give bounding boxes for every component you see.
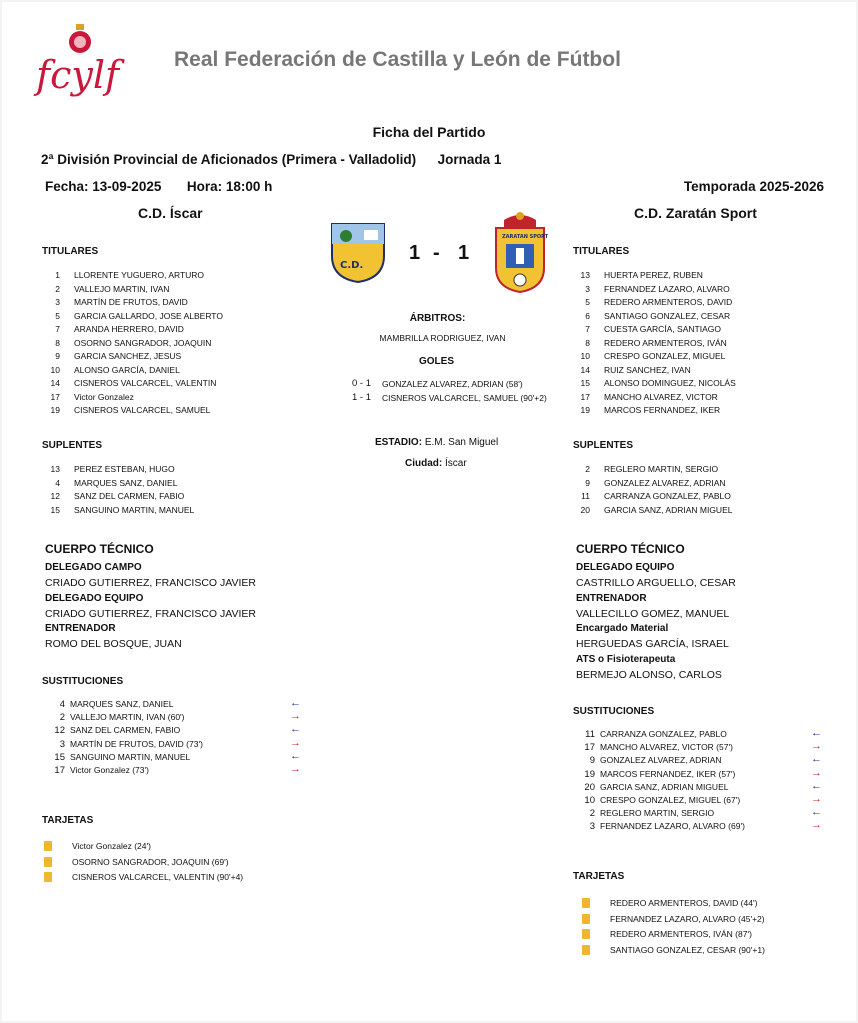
away-tarjetas-label: TARJETAS — [573, 871, 625, 882]
player-number: 12 — [50, 491, 60, 501]
division-line — [41, 152, 501, 167]
player-name: SANGUINO MARTIN, MANUEL — [74, 504, 195, 515]
player-number: 9 — [55, 351, 60, 361]
player-number: 15 — [580, 378, 590, 388]
player-number: 19 — [580, 405, 590, 415]
player-name: MARCOS FERNANDEZ, IKER — [604, 405, 721, 415]
ciudad-line — [405, 458, 467, 469]
card-player-name: Victor Gonzalez (24') — [72, 841, 151, 851]
player-number: 15 — [50, 504, 60, 515]
player-name: MARCOS FERNANDEZ, IKER (57') — [600, 768, 736, 779]
player-name: SANTIAGO GONZALEZ, CESAR — [604, 310, 731, 321]
home-cuerpo-label: CUERPO TÉCNICO — [45, 542, 154, 556]
player-number: 5 — [585, 297, 590, 307]
staff-name: HERGUEDAS GARCÍA, ISRAEL — [576, 638, 729, 650]
score-home: 1 — [409, 242, 421, 264]
player-number: 14 — [580, 364, 590, 375]
sub-out-arrow-icon: → — [811, 740, 822, 753]
player-number: 6 — [585, 310, 590, 321]
estadio-line — [375, 437, 498, 448]
player-name: Victor Gonzalez (73') — [70, 765, 149, 775]
home-suplentes-label: SUPLENTES — [42, 440, 103, 451]
staff-role: ATS o Fisioterapeuta — [576, 653, 676, 665]
staff-name: VALLECILLO GOMEZ, MANUEL — [576, 607, 730, 620]
player-number: 4 — [55, 477, 60, 488]
yellow-card-icon — [582, 929, 590, 939]
fecha-label: Fecha: — [45, 179, 89, 194]
sub-in-arrow-icon: ← — [290, 697, 301, 709]
home-team-crest — [330, 222, 386, 284]
player-name: ARANDA HERRERO, DAVID — [74, 324, 184, 334]
svg-text:C.D.: C.D. — [340, 260, 364, 271]
staff-name: CRIADO GUTIERREZ, FRANCISCO JAVIER — [45, 577, 256, 589]
player-name: CRESPO GONZALEZ, MIGUEL (67') — [600, 795, 741, 805]
player-number: 17 — [50, 391, 60, 402]
home-team-name: C.D. Íscar — [138, 205, 203, 221]
staff-name: BERMEJO ALONSO, CARLOS — [576, 668, 722, 681]
yellow-card-icon — [44, 841, 52, 851]
sub-in-arrow-icon: ← — [811, 753, 822, 766]
player-number: 2 — [589, 808, 595, 820]
player-number: 9 — [585, 477, 590, 488]
player-name: CARRANZA GONZALEZ, PABLO — [600, 729, 727, 739]
goal-scorer: CISNEROS VALCARCEL, SAMUEL (90'+2) — [382, 392, 547, 403]
player-number: 3 — [589, 821, 595, 833]
card-player-name: OSORNO SANGRADOR, JOAQUIN (69') — [72, 856, 229, 867]
away-sust-label: SUSTITUCIONES — [573, 706, 655, 717]
player-number: 10 — [50, 364, 60, 375]
player-name: CISNEROS VALCARCEL, VALENTIN — [74, 378, 217, 388]
temporada: Temporada 2025-2026 — [683, 179, 824, 194]
player-name: CARRANZA GONZALEZ, PABLO — [604, 491, 731, 501]
player-number: 1 — [55, 270, 60, 280]
player-name: REDERO ARMENTEROS, IVÁN — [604, 337, 727, 348]
estadio-label: ESTADIO: — [375, 437, 423, 448]
player-name: MARTÍN DE FRUTOS, DAVID — [74, 297, 188, 307]
player-number: 11 — [581, 491, 590, 501]
fecha-value: 13-09-2025 — [92, 179, 162, 194]
staff-role: DELEGADO CAMPO — [45, 562, 142, 573]
away-team-crest — [492, 210, 548, 296]
player-number: 19 — [584, 768, 595, 780]
away-titulares-label: TITULARES — [573, 246, 630, 257]
staff-name: CRIADO GUTIERREZ, FRANCISCO JAVIER — [45, 607, 256, 620]
player-number: 7 — [55, 324, 60, 334]
estadio-value: E.M. San Miguel — [424, 437, 499, 448]
home-sust-label: SUSTITUCIONES — [42, 676, 124, 687]
player-name: VALLEJO MARTIN, IVAN (60') — [70, 712, 185, 723]
player-name: Victor Gonzalez — [74, 391, 134, 402]
date-time-line — [45, 179, 272, 194]
staff-role: ENTRENADOR — [576, 592, 647, 604]
player-name: GARCIA SANZ, ADRIAN MIGUEL — [600, 781, 729, 792]
player-name: ALONSO DOMINGUEZ, NICOLÁS — [604, 378, 736, 388]
score-away: 1 — [458, 242, 470, 264]
document-title: Ficha del Partido — [372, 124, 486, 140]
ciudad-value: Íscar — [445, 458, 467, 469]
sub-in-arrow-icon: ← — [811, 806, 822, 819]
player-number: 19 — [50, 405, 60, 415]
player-name: FERNANDEZ LAZARO, ALVARO — [604, 283, 730, 294]
player-name: ALONSO GARCÍA, DANIEL — [74, 364, 180, 375]
svg-text:fcylf: fcylf — [36, 53, 120, 97]
away-suplentes-label: SUPLENTES — [573, 440, 634, 451]
player-name: GARCIA GALLARDO, JOSE ALBERTO — [74, 310, 223, 321]
hora-label: Hora: — [186, 179, 223, 194]
staff-name: CASTRILLO ARGUELLO, CESAR — [576, 577, 736, 589]
staff-role: Encargado Material — [576, 623, 669, 634]
player-number: 10 — [584, 795, 595, 806]
player-number: 8 — [585, 337, 590, 348]
yellow-card-icon — [582, 898, 590, 908]
player-name: SANZ DEL CARMEN, FABIO — [70, 725, 181, 736]
card-player-name: REDERO ARMENTEROS, IVÁN (87') — [610, 929, 752, 939]
player-name: CISNEROS VALCARCEL, SAMUEL — [74, 405, 211, 415]
sub-in-arrow-icon: ← — [290, 723, 301, 736]
player-name: GONZALEZ ALVAREZ, ADRIAN — [600, 755, 722, 766]
player-number: 13 — [50, 464, 60, 474]
hora-value: 18:00 h — [225, 179, 273, 194]
yellow-card-icon — [582, 945, 590, 955]
player-name: FERNANDEZ LAZARO, ALVARO (69') — [600, 821, 745, 832]
player-name: VALLEJO MARTIN, IVAN — [74, 283, 170, 294]
player-name: GARCIA SANZ, ADRIAN MIGUEL — [604, 504, 733, 515]
player-number: 3 — [585, 283, 590, 294]
player-number: 11 — [585, 729, 595, 740]
player-name: SANZ DEL CARMEN, FABIO — [74, 491, 185, 501]
player-number: 10 — [580, 351, 590, 361]
player-number: 2 — [585, 464, 590, 474]
player-number: 9 — [589, 755, 595, 767]
arbitros-label: ÁRBITROS: — [409, 313, 466, 324]
goal-score: 1 - 1 — [352, 391, 372, 403]
player-name: HUERTA PEREZ, RUBEN — [604, 270, 703, 280]
player-number: 17 — [54, 765, 65, 776]
player-number: 2 — [55, 283, 60, 294]
player-number: 3 — [59, 738, 65, 750]
sub-in-arrow-icon: ← — [811, 779, 822, 792]
division: 2ª División Provincial de Aficionados (Primera - Valladolid) — [41, 152, 417, 167]
goal-scorer: GONZALEZ ALVAREZ, ADRIAN (58') — [382, 379, 523, 389]
away-team-name: C.D. Zaratán Sport — [634, 205, 757, 221]
sub-out-arrow-icon: → — [811, 766, 822, 779]
player-name: MARTÍN DE FRUTOS, DAVID (73') — [70, 738, 203, 749]
player-number: 5 — [55, 310, 60, 321]
player-name: GARCIA SANCHEZ, JESUS — [74, 351, 182, 361]
match-sheet-page — [2, 2, 856, 1021]
staff-role: DELEGADO EQUIPO — [576, 562, 675, 573]
player-name: CRESPO GONZALEZ, MIGUEL — [604, 351, 726, 361]
home-tarjetas-label: TARJETAS — [42, 815, 94, 826]
player-number: 17 — [584, 742, 595, 754]
away-cuerpo-label: CUERPO TÉCNICO — [576, 542, 685, 556]
sub-in-arrow-icon: ← — [811, 727, 822, 739]
player-number: 8 — [55, 337, 60, 348]
player-number: 15 — [54, 751, 65, 763]
card-player-name: CISNEROS VALCARCEL, VALENTIN (90'+4) — [72, 872, 244, 882]
jornada: Jornada 1 — [437, 152, 502, 167]
sub-out-arrow-icon: → — [290, 763, 301, 775]
sub-out-arrow-icon: → — [290, 736, 301, 749]
staff-name: ROMO DEL BOSQUE, JUAN — [45, 638, 182, 650]
player-number: 12 — [54, 725, 65, 737]
player-number: 17 — [580, 391, 590, 402]
score-separator: - — [433, 242, 440, 264]
player-number: 13 — [580, 270, 590, 280]
staff-role: ENTRENADOR — [45, 623, 116, 634]
player-name: MARQUES SANZ, DANIEL — [74, 477, 178, 488]
yellow-card-icon — [44, 857, 52, 867]
home-titulares-label: TITULARES — [42, 246, 99, 257]
federation-name: Real Federación de Castilla y León de Fútbol — [174, 48, 621, 71]
card-player-name: REDERO ARMENTEROS, DAVID (44') — [610, 898, 758, 908]
player-number: 2 — [59, 712, 65, 724]
sub-out-arrow-icon: → — [811, 819, 822, 832]
sub-in-arrow-icon: ← — [290, 749, 301, 762]
card-player-name: SANTIAGO GONZALEZ, CESAR (90'+1) — [610, 944, 765, 955]
goles-label: GOLES — [418, 356, 454, 367]
player-name: CUESTA GARCÍA, SANTIAGO — [604, 324, 721, 334]
player-number: 4 — [59, 699, 65, 710]
player-name: PEREZ ESTEBAN, HUGO — [74, 464, 175, 474]
player-number: 20 — [580, 504, 590, 515]
ciudad-label: Ciudad: — [405, 458, 443, 469]
player-name: OSORNO SANGRADOR, JOAQUIN — [74, 337, 212, 348]
arbitro-name: MAMBRILLA RODRIGUEZ, IVAN — [379, 333, 506, 343]
svg-text:ZARATAN SPORT: ZARATAN SPORT — [502, 234, 548, 240]
player-name: MANCHO ALVAREZ, VICTOR (57') — [600, 742, 733, 753]
yellow-card-icon — [582, 914, 590, 924]
player-name: MANCHO ALVAREZ, VICTOR — [604, 391, 718, 402]
staff-role: DELEGADO EQUIPO — [45, 592, 144, 604]
goal-score: 0 - 1 — [352, 378, 372, 389]
sub-out-arrow-icon: → — [290, 710, 301, 723]
player-number: 3 — [55, 297, 60, 307]
player-name: LLORENTE YUGUERO, ARTURO — [74, 270, 205, 280]
player-name: SANGUINO MARTIN, MANUEL — [70, 751, 191, 762]
player-name: GONZALEZ ALVAREZ, ADRIAN — [604, 477, 726, 488]
player-number: 14 — [50, 378, 60, 388]
player-name: REDERO ARMENTEROS, DAVID — [604, 297, 733, 307]
federation-logo — [32, 20, 132, 110]
player-number: 7 — [585, 324, 590, 334]
card-player-name: FERNANDEZ LAZARO, ALVARO (45'+2) — [610, 913, 765, 924]
player-name: MARQUES SANZ, DANIEL — [70, 699, 174, 709]
player-name: REGLERO MARTIN, SERGIO — [600, 808, 715, 819]
player-name: REGLERO MARTIN, SERGIO — [604, 464, 719, 474]
player-number: 20 — [584, 781, 595, 793]
yellow-card-icon — [44, 872, 52, 882]
player-name: RUIZ SANCHEZ, IVAN — [604, 364, 691, 375]
sub-out-arrow-icon: → — [811, 793, 822, 805]
